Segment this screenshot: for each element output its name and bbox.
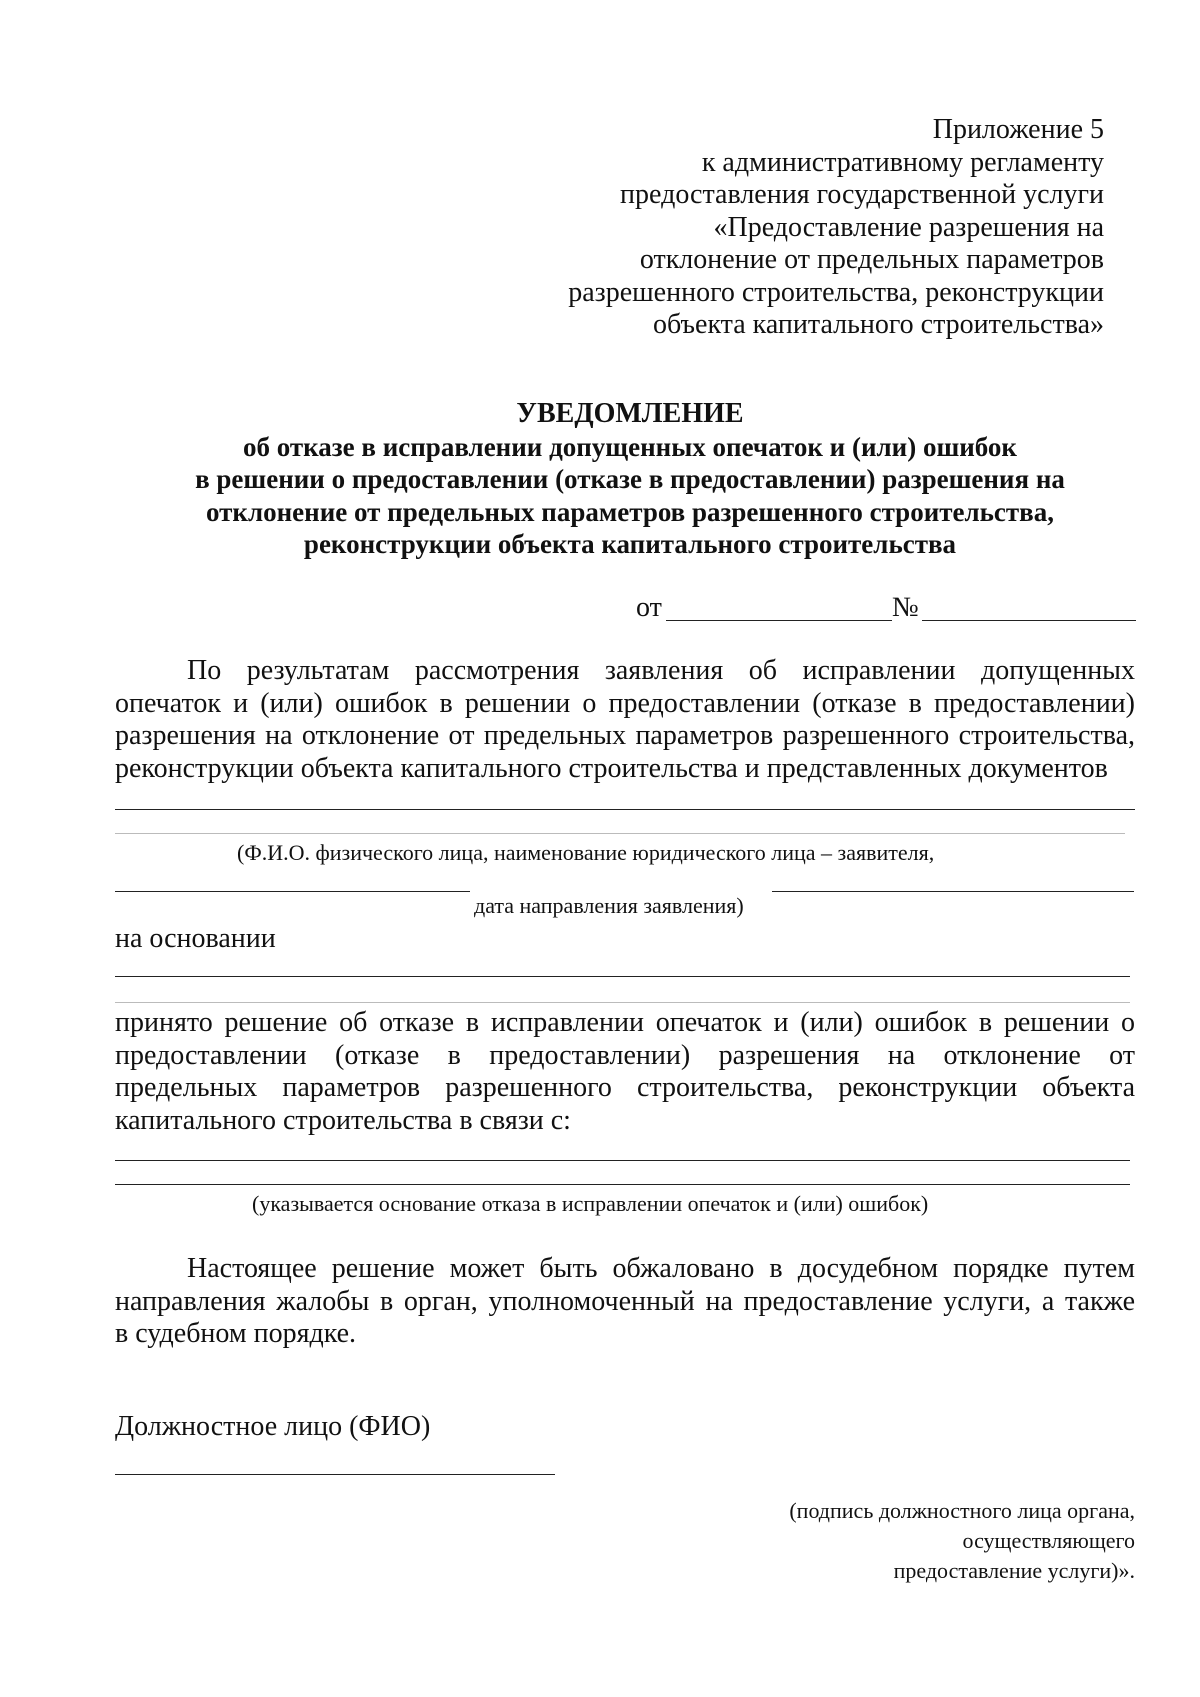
signature-note-line: (подпись должностного лица органа, bbox=[789, 1498, 1135, 1523]
decision-paragraph bbox=[115, 1007, 1135, 1137]
title-heading: УВЕДОМЛЕНИЕ bbox=[516, 398, 744, 429]
applicant-field-line[interactable] bbox=[772, 891, 1134, 892]
appeal-line: направления жалобы в орган, уполномоченный на предоставление услуги, а также bbox=[115, 1285, 1135, 1317]
annex-line: предоставления государственной услуги bbox=[620, 179, 1104, 210]
reason-field-line[interactable] bbox=[115, 1160, 1130, 1161]
document-title bbox=[0, 398, 1200, 561]
decision-line: предельных параметров разрешенного строительства, реконструкции объекта bbox=[115, 1072, 1135, 1103]
reason-field-line[interactable] bbox=[115, 1184, 1130, 1185]
official-label: Должностное лицо (ФИО) bbox=[115, 1411, 431, 1442]
signature-note bbox=[789, 1496, 1135, 1586]
reason-note: (указывается основание отказа в исправлении опечаток и (или) ошибок) bbox=[252, 1191, 929, 1216]
intro-paragraph bbox=[115, 655, 1135, 785]
intro-line: опечаток и (или) ошибок в решении о предоставлении (отказе в предоставлении) bbox=[115, 687, 1135, 719]
annex-line: Приложение 5 bbox=[932, 114, 1104, 145]
number-field[interactable] bbox=[922, 620, 1136, 621]
date-field[interactable] bbox=[666, 620, 892, 621]
annex-line: разрешенного строительства, реконструкции bbox=[568, 276, 1104, 308]
appeal-line: Настоящее решение может быть обжаловано в досудебном порядке путем bbox=[187, 1253, 1135, 1284]
decision-line: предоставлении (отказе в предоставлении) разрешения на отклонение от bbox=[115, 1039, 1135, 1071]
title-line: в решении о предоставлении (отказе в предоставлении) разрешения на bbox=[195, 464, 1065, 494]
annex-line: «Предоставление разрешения на bbox=[713, 211, 1104, 243]
title-line: реконструкции объекта капитального строительства bbox=[303, 529, 957, 559]
title-line: об отказе в исправлении допущенных опечаток и (или) ошибок bbox=[242, 431, 1017, 462]
intro-line: реконструкции объекта капитального строительства и представленных документов bbox=[115, 752, 1108, 784]
basis-field-line[interactable] bbox=[115, 976, 1130, 977]
title-line: отклонение от предельных параметров разрешенного строительства, bbox=[205, 496, 1055, 527]
applicant-note-date: дата направления заявления) bbox=[474, 893, 744, 918]
decision-line: принято решение об отказе в исправлении опечаток и (или) ошибок в решении о bbox=[115, 1007, 1135, 1038]
appeal-paragraph bbox=[115, 1253, 1135, 1351]
applicant-field-line[interactable] bbox=[115, 809, 1135, 810]
signature-note-line: предоставление услуги)». bbox=[893, 1558, 1135, 1583]
basis-field-line[interactable] bbox=[115, 1002, 1130, 1003]
applicant-note: (Ф.И.О. физического лица, наименование юридического лица – заявителя, bbox=[237, 840, 935, 865]
applicant-field-line[interactable] bbox=[115, 833, 1125, 834]
appeal-line: в судебном порядке. bbox=[115, 1318, 357, 1349]
decision-line: капитального строительства в связи с: bbox=[115, 1104, 571, 1136]
applicant-field-line[interactable] bbox=[115, 891, 470, 892]
date-label: от bbox=[636, 592, 662, 623]
annex-line: к административному регламенту bbox=[701, 146, 1104, 178]
annex-header bbox=[544, 114, 1104, 342]
annex-line: объекта капитального строительства» bbox=[652, 309, 1104, 340]
intro-line: По результатам рассмотрения заявления об исправлении допущенных bbox=[187, 655, 1135, 686]
intro-line: разрешения на отклонение от предельных параметров разрешенного строительства, bbox=[115, 720, 1135, 751]
signature-note-line: осуществляющего bbox=[962, 1528, 1135, 1553]
signature-field[interactable] bbox=[115, 1474, 555, 1475]
basis-label: на основании bbox=[115, 923, 276, 954]
number-label: № bbox=[892, 592, 919, 623]
annex-line: отклонение от предельных параметров bbox=[639, 244, 1104, 275]
